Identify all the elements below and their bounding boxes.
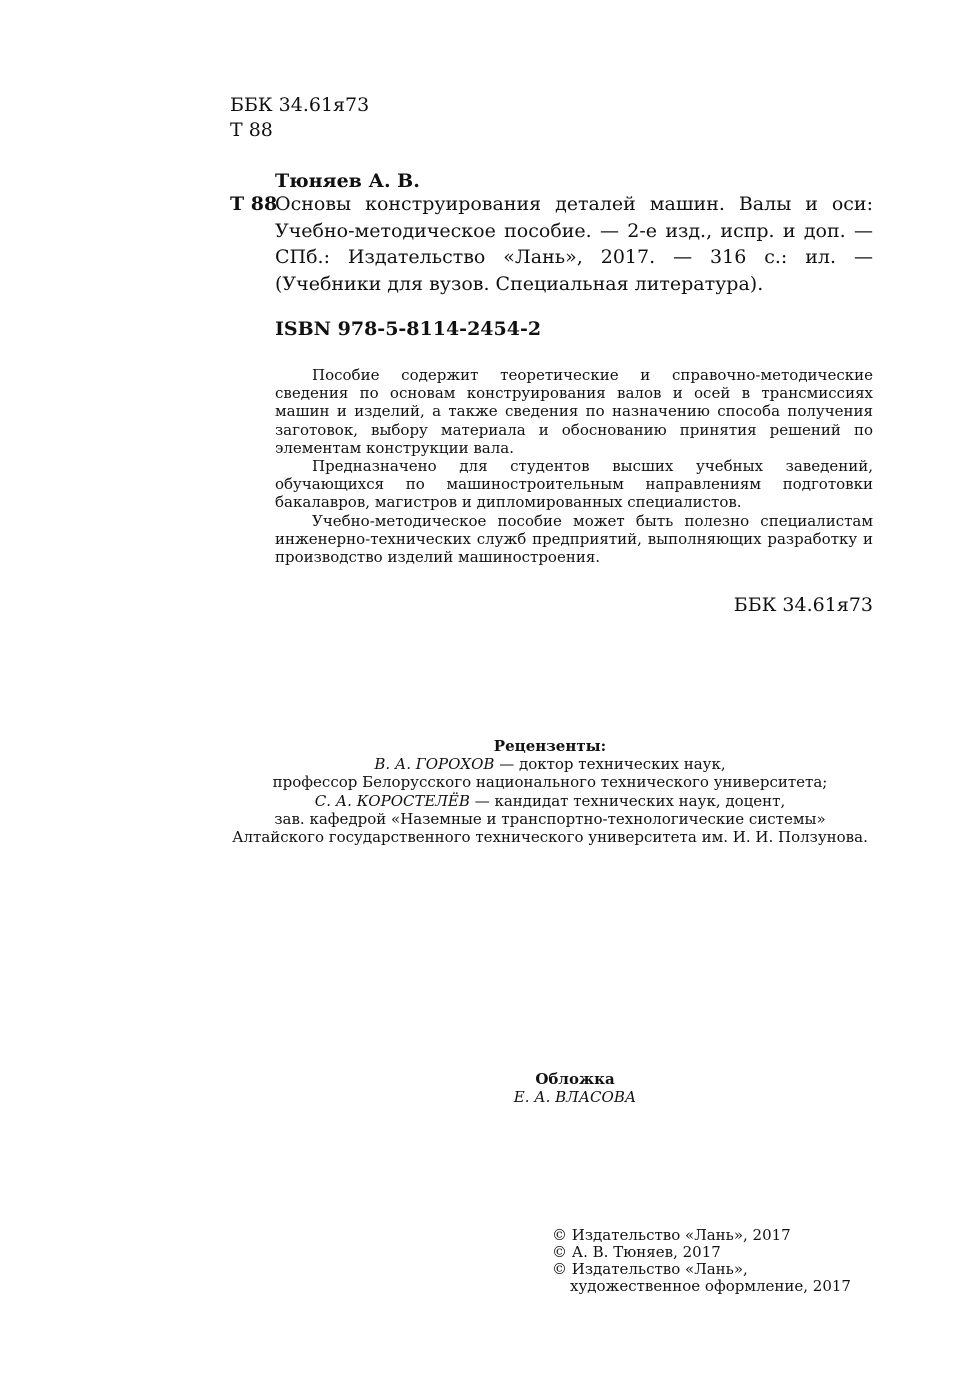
reviewer-1-name: В. А. ГОРОХОВ xyxy=(374,755,495,774)
abstract xyxy=(275,366,873,566)
book-author: Тюняев А. В. xyxy=(275,170,420,192)
copyright-line: © Издательство «Лань», 2017 xyxy=(552,1226,791,1244)
bbk-code: ББК 34.61я73 xyxy=(230,94,370,116)
bibliographic-description: Основы конструирования деталей машин. Валы и оси: Учебно-методическое пособие. — 2-е изд., испр. и доп. — СПб.: Издательство «Лань», 2017. — 316 с.: ил. — (Учебники для вузов. Специальная литература). xyxy=(275,193,873,295)
bbk-header xyxy=(230,93,369,143)
cover-designer: Е. А. ВЛАСОВА xyxy=(513,1088,637,1106)
reviewers-block xyxy=(200,737,900,846)
abstract-paragraph: Учебно-методическое пособие может быть полезно специалистам инженерно-технических служб предприятий, выполняющих разработку и производство изделий машиностроения. xyxy=(275,511,873,567)
cover-heading: Обложка xyxy=(535,1070,615,1088)
reviewer-2-title: — кандидат технических наук, доцент, xyxy=(469,791,786,810)
cover-credit xyxy=(400,1070,750,1106)
reviewer-2-affiliation: Алтайского государственного технического университета им. И. И. Ползунова. xyxy=(232,828,868,847)
copyright-block xyxy=(552,1227,851,1295)
reviewer-1-affiliation: профессор Белорусского национального технического университета; xyxy=(272,773,828,792)
isbn: ISBN 978-5-8114-2454-2 xyxy=(275,318,542,340)
reviewer-2-department: зав. кафедрой «Наземные и транспортно-технологические системы» xyxy=(274,809,826,828)
reviewers-heading: Рецензенты: xyxy=(493,737,607,755)
copyright-line: © А. В. Тюняев, 2017 xyxy=(552,1243,721,1261)
abstract-paragraph: Предназначено для студентов высших учебных заведений, обучающихся по машиностроительным направлениям подготовки бакалавров, магистров и дипломированных специалистов. xyxy=(275,457,873,512)
author-sign-code: Т 88 xyxy=(230,193,278,215)
copyright-line: художественное оформление, 2017 xyxy=(570,1277,851,1295)
author-sign: Т 88 xyxy=(230,119,273,141)
reviewer-2 xyxy=(200,792,900,810)
copyright-line: © Издательство «Лань», xyxy=(552,1260,748,1278)
reviewer-1-title: — доктор технических наук, xyxy=(494,755,726,774)
reviewer-1 xyxy=(200,755,900,773)
reviewer-2-name: С. А. КОРОСТЕЛЁВ xyxy=(314,791,470,810)
abstract-paragraph: Пособие содержит теоретические и справочно-методические сведения по основам конструирования валов и осей в трансмиссиях машин и изделий, а также сведения по назначению способа получения заготовок, выбору материала и обоснованию принятия решений по элементам конструкции вала. xyxy=(275,366,873,457)
bbk-bottom: ББК 34.61я73 xyxy=(733,594,873,616)
